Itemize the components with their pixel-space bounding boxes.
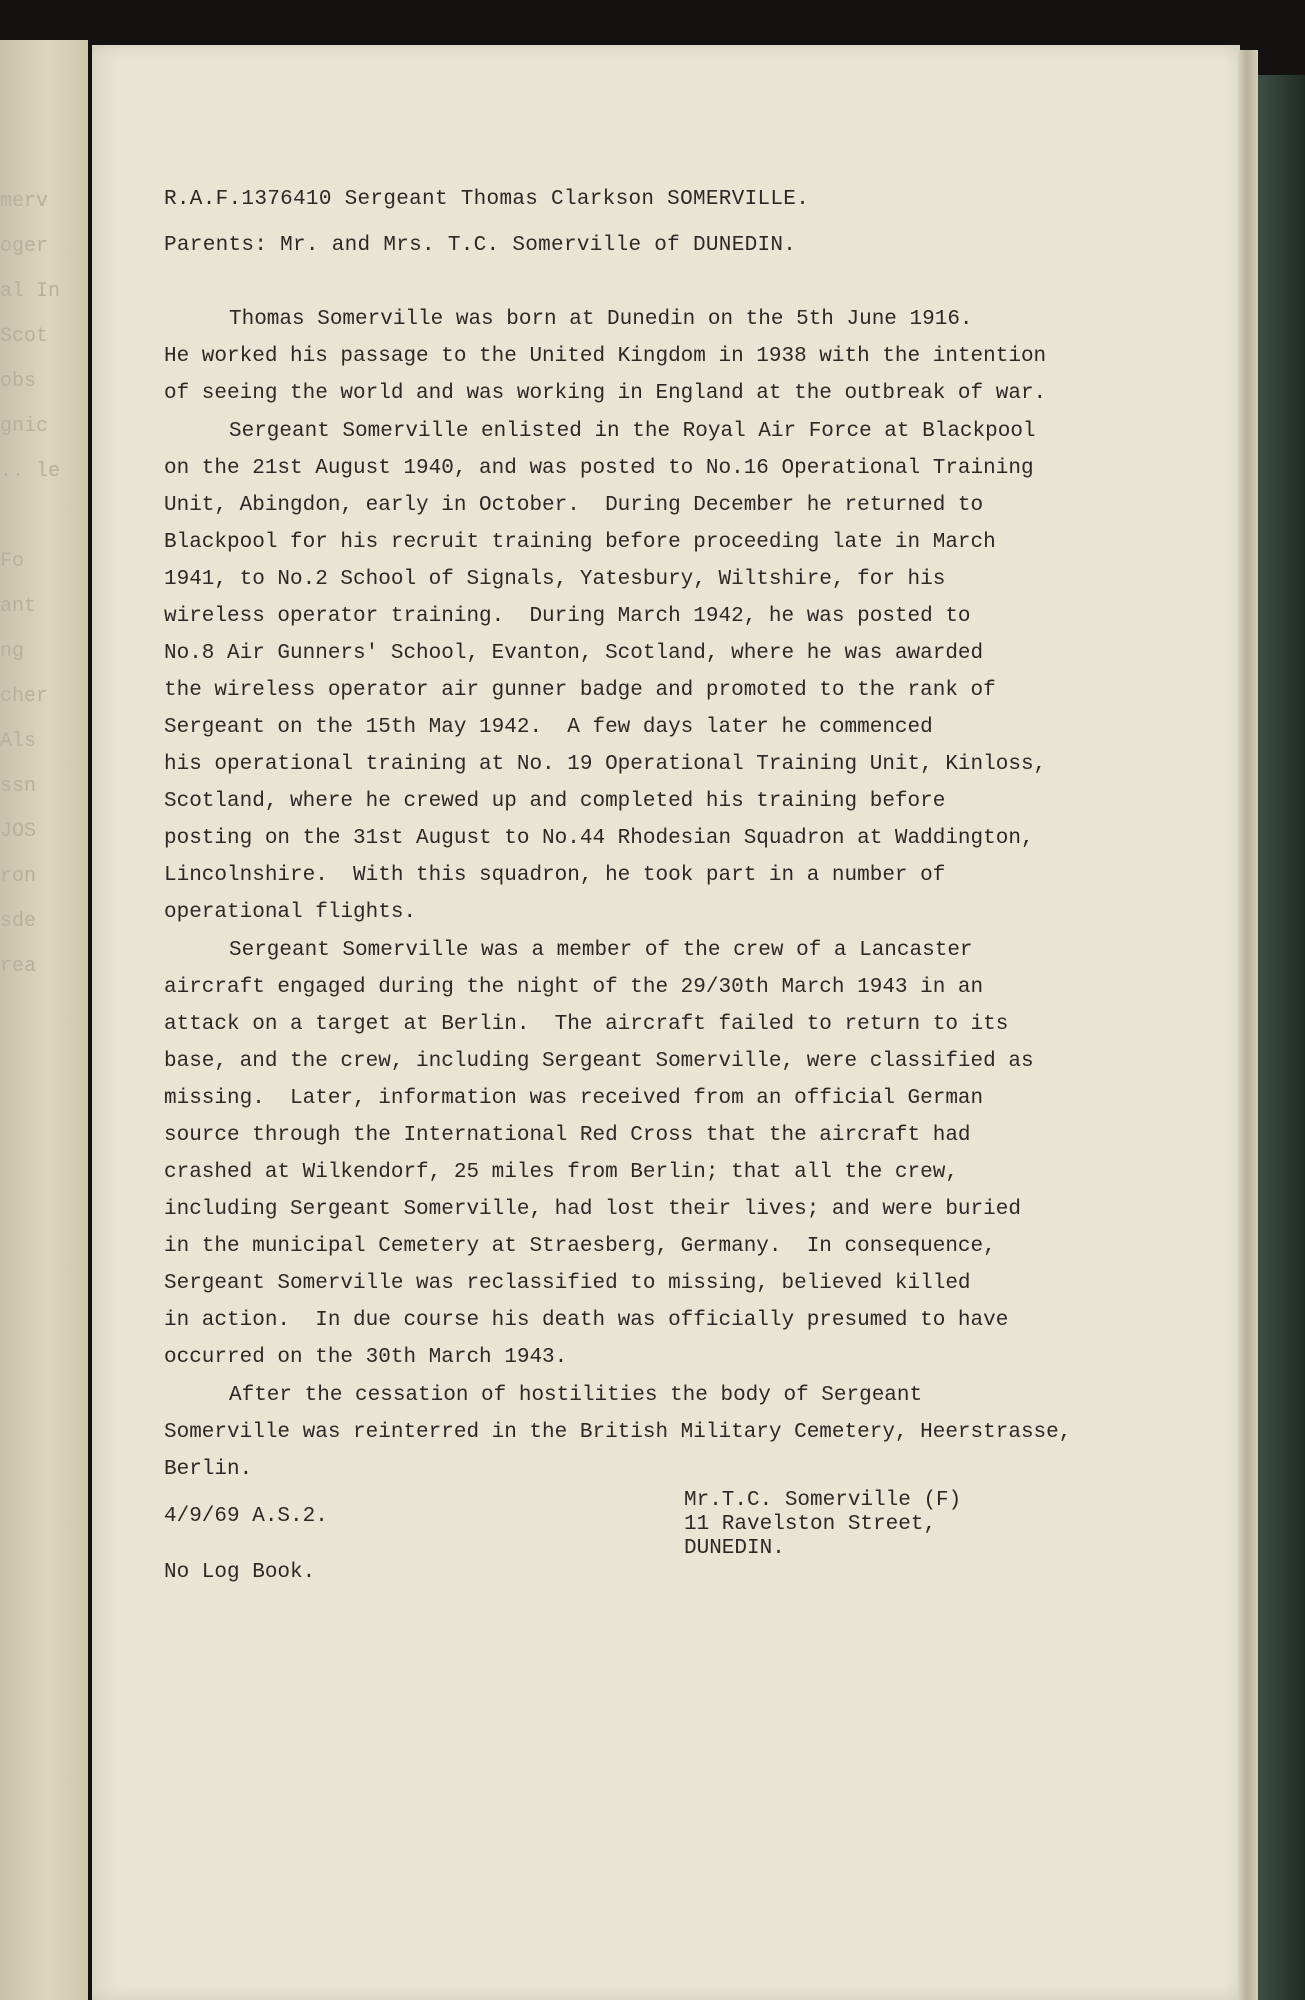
body-line: 1941, to No.2 School of Signals, Yatesbury, Wiltshire, for his [164, 568, 946, 591]
address-city: DUNEDIN. [684, 1537, 785, 1560]
body-line: He worked his passage to the United Kingdom in 1938 with the intention [164, 345, 1047, 368]
body-line: including Sergeant Somerville, had lost their lives; and were buried [164, 1198, 1021, 1221]
left-page-bleed-through: merv oger al In Scot obs gnic .. le Fo ant ng cher Als ssn JOS ron sde rea [0, 190, 61, 978]
body-line: Blackpool for his recruit training before proceeding late in March [164, 531, 996, 554]
body-line: Sergeant Somerville was reclassified to missing, believed killed [164, 1272, 971, 1295]
body-line: base, and the crew, including Sergeant Somerville, were classified as [164, 1050, 1034, 1073]
book-cover-edge [1258, 75, 1305, 2000]
parents-line: Parents: Mr. and Mrs. T.C. Somerville of DUNEDIN. [164, 234, 797, 257]
body-line: posting on the 31st August to No.44 Rhodesian Squadron at Waddington, [164, 827, 1034, 850]
body-line: missing. Later, information was received from an official German [164, 1087, 984, 1110]
body-line: Somerville was reinterred in the British Military Cemetery, Heerstrasse, [164, 1421, 1072, 1444]
body-line: on the 21st August 1940, and was posted to No.16 Operational Training [164, 457, 1034, 480]
record-text [92, 45, 1240, 2000]
address-street: 11 Ravelston Street, [684, 1513, 937, 1536]
body-line: in action. In due course his death was officially presumed to have [164, 1309, 1009, 1332]
left-facing-page [0, 40, 88, 2000]
body-line: in the municipal Cemetery at Straesberg, Germany. In consequence, [164, 1235, 996, 1258]
body-line: No.8 Air Gunners' School, Evanton, Scotland, where he was awarded [164, 642, 984, 665]
body-line: his operational training at No. 19 Operational Training Unit, Kinloss, [164, 753, 1047, 776]
body-line: Thomas Somerville was born at Dunedin on the 5th June 1916. [229, 308, 973, 331]
reference-code: 4/9/69 A.S.2. [164, 1505, 328, 1528]
body-line: Lincolnshire. With this squadron, he took part in a number of [164, 864, 946, 887]
body-line: operational flights. [164, 901, 417, 924]
body-line: Berlin. [164, 1458, 253, 1481]
body-line: source through the International Red Cross that the aircraft had [164, 1124, 971, 1147]
service-header: R.A.F.1376410 Sergeant Thomas Clarkson SOMERVILLE. [164, 188, 810, 211]
body-line: of seeing the world and was working in England at the outbreak of war. [164, 382, 1047, 405]
body-line: the wireless operator air gunner badge and promoted to the rank of [164, 679, 996, 702]
document-page [92, 45, 1240, 2000]
body-line: Scotland, where he crewed up and completed his training before [164, 790, 946, 813]
body-line: wireless operator training. During March 1942, he was posted to [164, 605, 971, 628]
body-line: attack on a target at Berlin. The aircraft failed to return to its [164, 1013, 1009, 1036]
body-line: occurred on the 30th March 1943. [164, 1346, 568, 1369]
body-line: crashed at Wilkendorf, 25 miles from Berlin; that all the crew, [164, 1161, 958, 1184]
body-line: Sergeant Somerville was a member of the crew of a Lancaster [229, 939, 973, 962]
body-line: After the cessation of hostilities the body of Sergeant [229, 1384, 923, 1407]
body-line: Sergeant Somerville enlisted in the Royal Air Force at Blackpool [229, 420, 1036, 443]
body-line: aircraft engaged during the night of the 29/30th March 1943 in an [164, 976, 984, 999]
log-book-note: No Log Book. [164, 1561, 316, 1584]
page-stack-edge [1238, 50, 1258, 2000]
body-line: Sergeant on the 15th May 1942. A few days later he commenced [164, 716, 933, 739]
address-name: Mr.T.C. Somerville (F) [684, 1489, 962, 1512]
body-line: Unit, Abingdon, early in October. During December he returned to [164, 494, 984, 517]
